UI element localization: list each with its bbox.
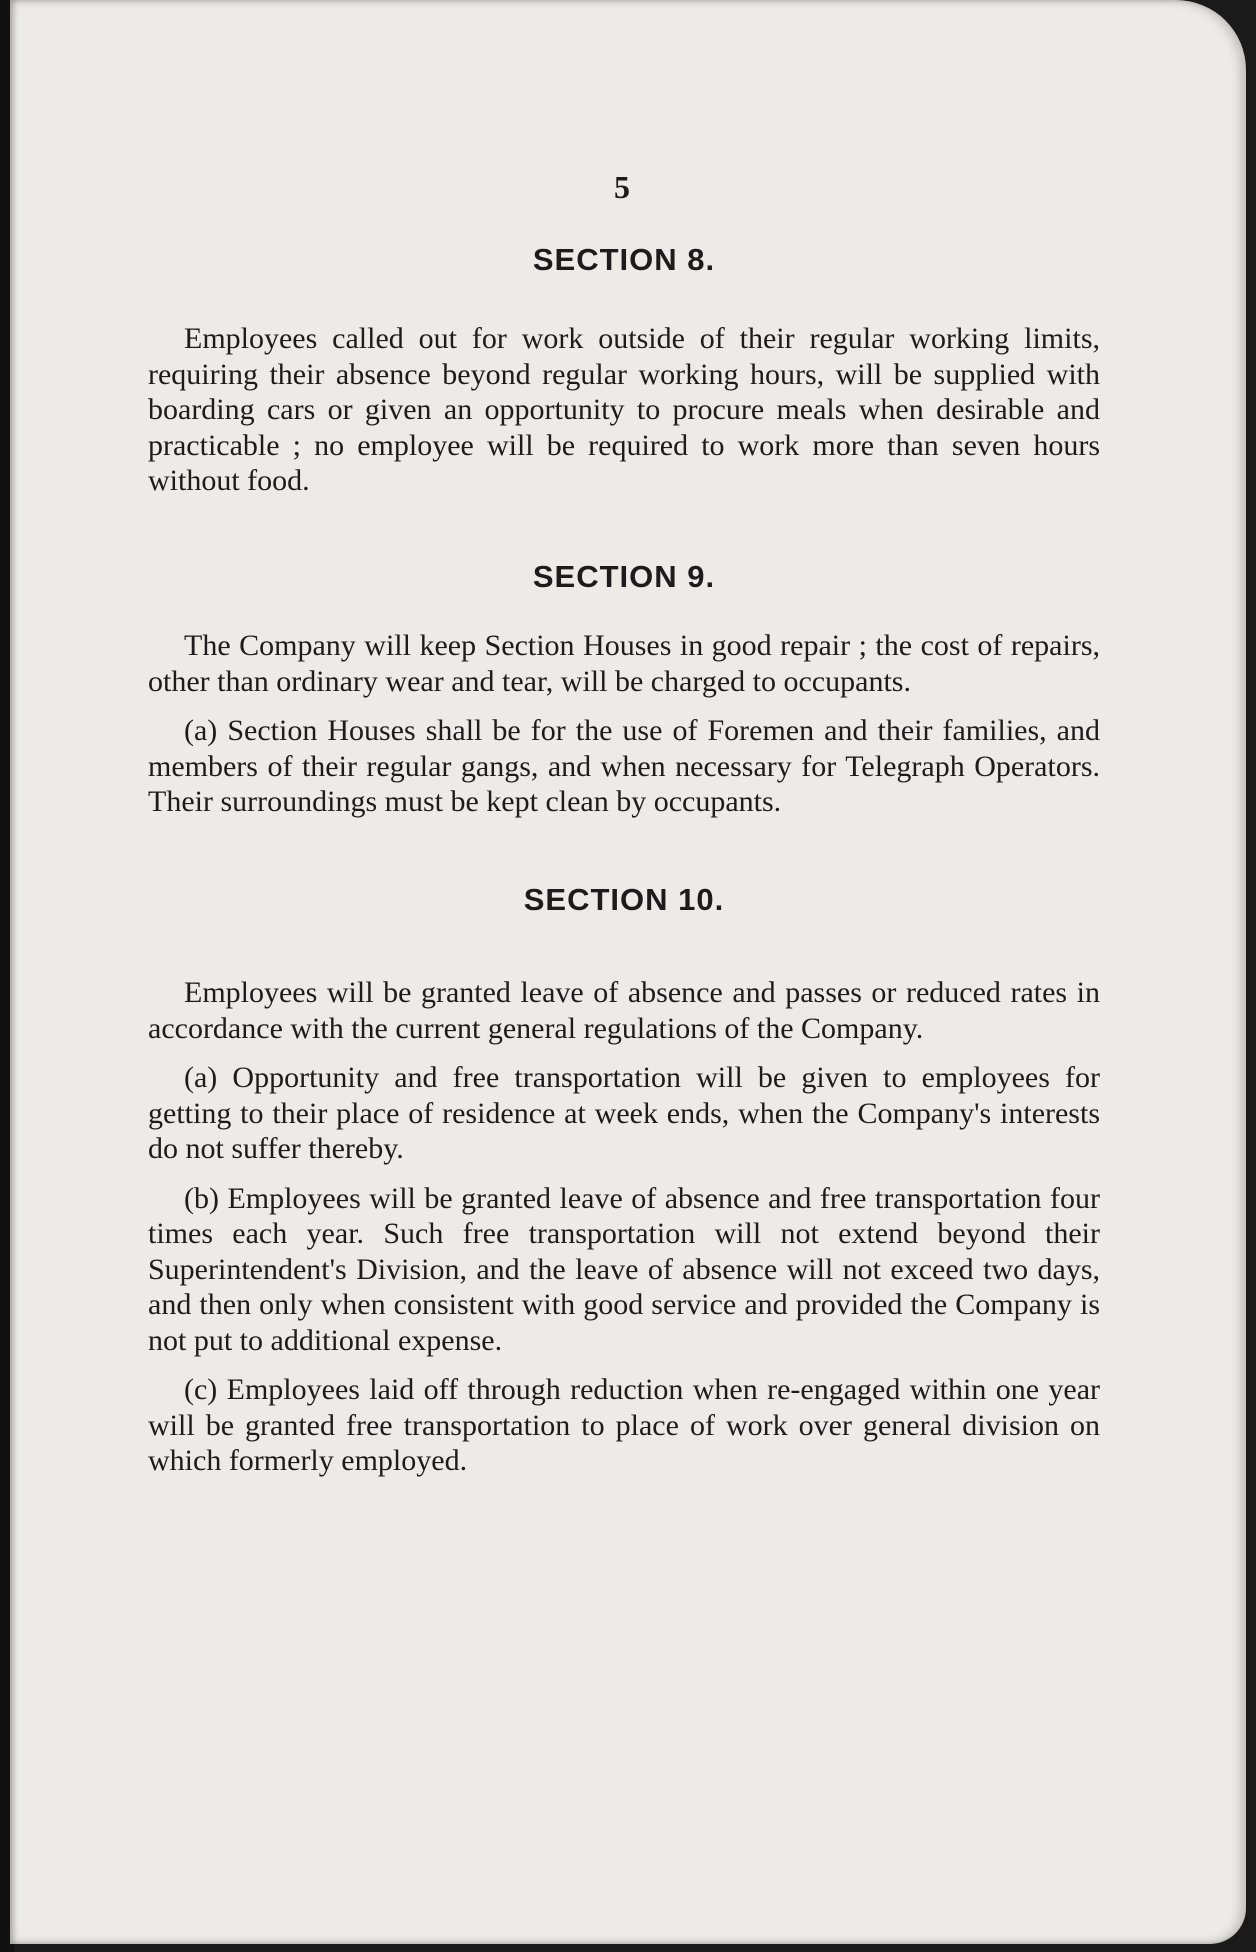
section-paragraph: Employees called out for work outside of their regular working limits, requiring their absence beyond regular working hours, will be supplied with boarding cars or given an opportunity to procure meals when desirable and practicable ; no employee will be required to work more than seven hours without food. [148, 322, 1100, 497]
section-heading: SECTION 8. [532, 241, 716, 277]
section-paragraph: (c) Employees laid off through reduction when re-engaged within one year will be granted free transportation to place of work over general division on which formerly employed. [148, 1373, 1100, 1477]
section-paragraph: (a) Section Houses shall be for the use of Foremen and their families, and members of their regular gangs, and when necessary for Telegraph Operators. Their surroundings must be kept clean by occupants. [148, 714, 1100, 818]
page-number: 5 [614, 169, 630, 205]
section-paragraph: The Company will keep Section Houses in good repair ; the cost of repairs, other than ordinary wear and tear, will be charged to occupants. [148, 629, 1100, 698]
section-paragraph: (a) Opportunity and free transportation will be given to employees for getting to their place of residence at week ends, when the Company's interests do not suffer thereby. [148, 1061, 1100, 1165]
page-content [148, 170, 1100, 1493]
section-10 [148, 882, 1100, 1479]
document-page [10, 0, 1246, 1944]
section-heading: SECTION 9. [532, 558, 716, 594]
section-8 [148, 242, 1100, 499]
section-heading: SECTION 10. [523, 881, 725, 917]
section-9 [148, 559, 1100, 820]
section-paragraph: (b) Employees will be granted leave of absence and free transportation four times each year. Such free transportation will not extend beyond their Superintendent's Division, and the leave of absence will not exceed two days, and then only when consistent with good service and provided the Company is not put to additional expense. [148, 1181, 1100, 1357]
section-paragraph: Employees will be granted leave of absence and passes or reduced rates in accordance with the current general regulations of the Company. [148, 976, 1100, 1045]
